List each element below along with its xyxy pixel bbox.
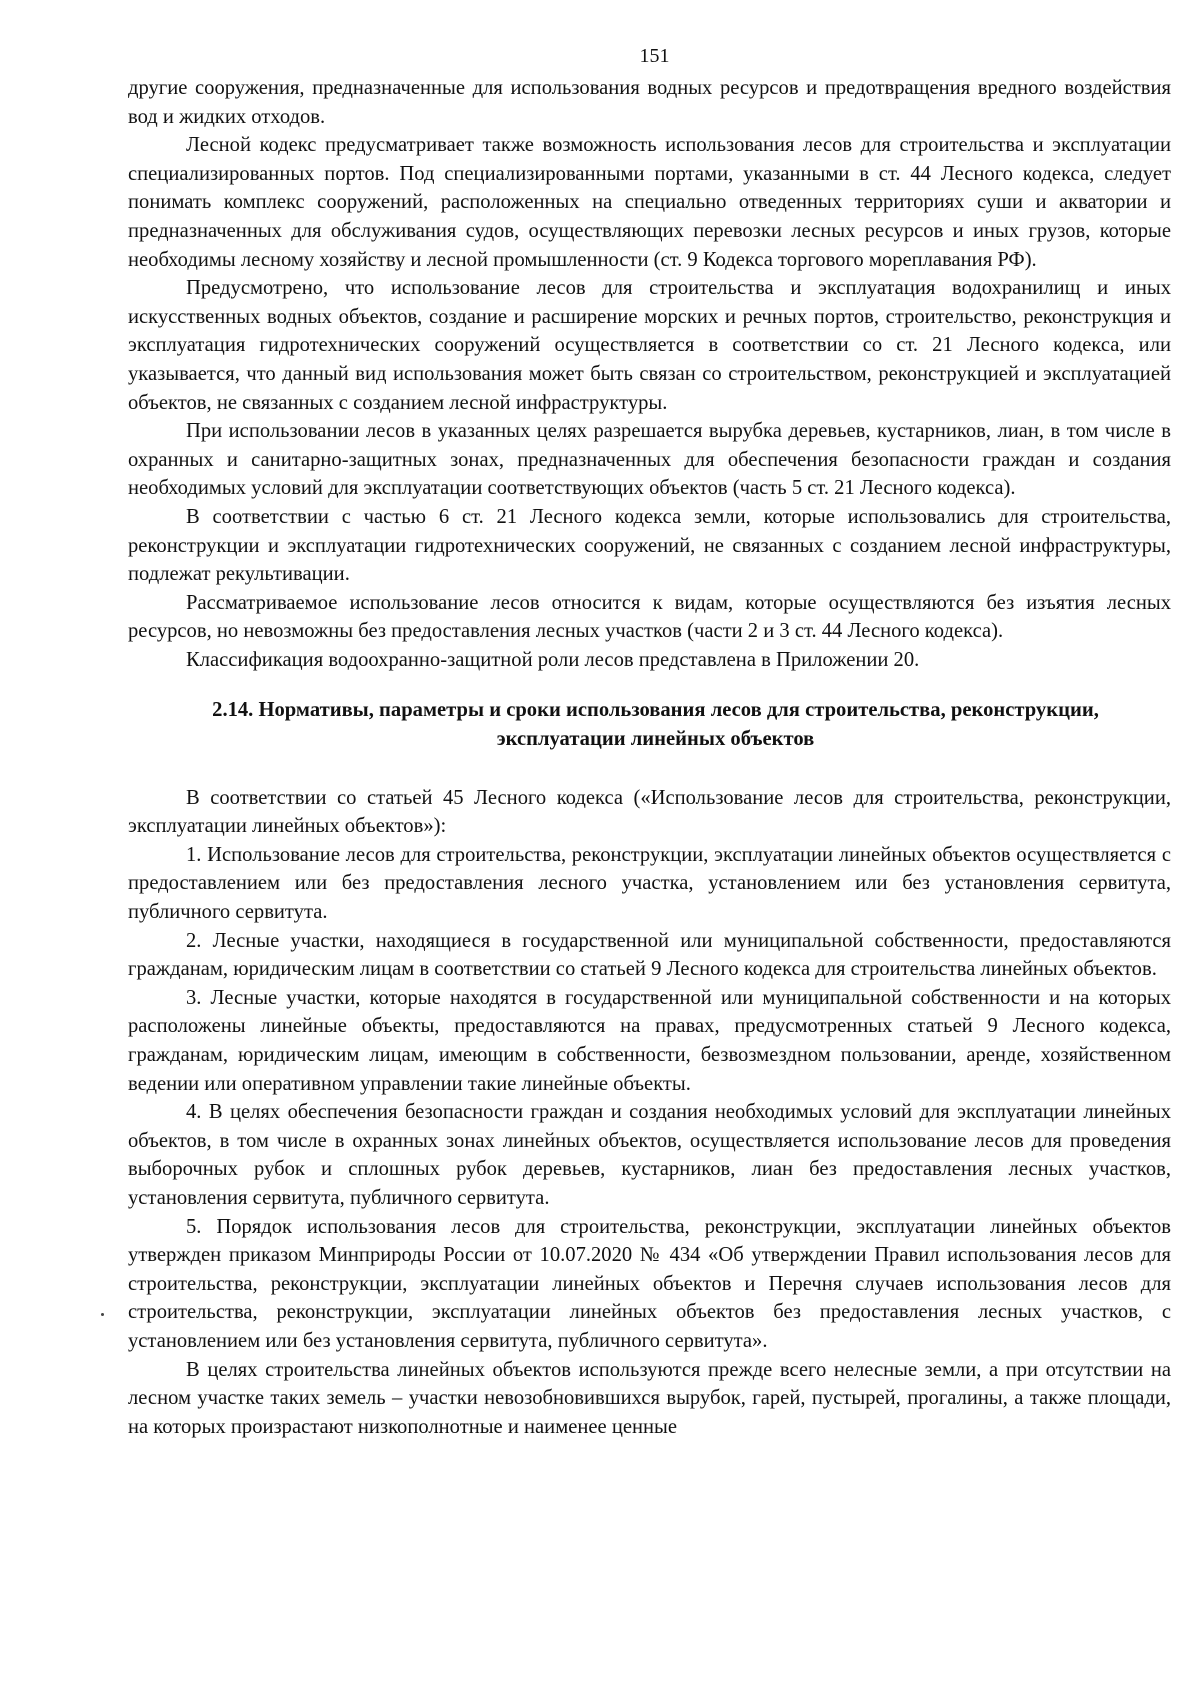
- paragraph: Предусмотрено, что использование лесов для строительства и эксплуатация водохранилищ и иных искусственных водных объектов, создание и расширение морских и речных портов, строительство, реконструкция и эксплуатация гидротехнических сооружений осуществляется в соответствии со ст. 21 Лесного кодекса, или указывается, что данный вид использования может быть связан со строительством, реконструкцией и эксплуатацией объектов, не связанных с созданием лесной инфраструктуры.: [128, 277, 1171, 414]
- paragraph: 4. В целях обеспечения безопасности граждан и создания необходимых условий для эксплуатации линейных объектов, в том числе в охранных зонах линейных объектов, осуществляется использование лесов для проведения выборочных рубок и сплошных рубок деревьев, кустарников, лиан без предоставления лесных участков, установления сервитута, публичного сервитута.: [128, 1101, 1171, 1209]
- paragraph: В соответствии с частью 6 ст. 21 Лесного кодекса земли, которые использовались для строительства, реконструкции и эксплуатации гидротехнических сооружений, не связанных с созданием лесной инфраструктуры, подлежат рекультивации.: [128, 505, 1171, 586]
- paragraph: другие сооружения, предназначенные для использования водных ресурсов и предотвращения вредного воздействия вод и жидких отходов.: [128, 77, 1171, 128]
- paragraph: 3. Лесные участки, которые находятся в государственной или муниципальной собственности и на которых расположены линейные объекты, предоставляются на правах, предусмотренных статьей 9 Лесного кодекса, гражданам, юридическим лицам, имеющим в собственности, безвозмездном пользовании, аренде, хозяйственном ведении или оперативном управлении такие линейные объекты.: [128, 986, 1171, 1095]
- paragraph: Классификация водоохранно-защитной роли лесов представлена в Приложении 20.: [186, 648, 920, 671]
- paragraph: При использовании лесов в указанных целях разрешается вырубка деревьев, кустарников, лиан, в том числе в охранных и санитарно-защитных зонах, предназначенных для обеспечения безопасности граждан и создания необходимых условий для эксплуатации соответствующих объектов (часть 5 ст. 21 Лесного кодекса).: [128, 420, 1171, 500]
- paragraph: 1. Использование лесов для строительства, реконструкции, эксплуатации линейных объектов осуществляется с предоставлением или без предоставления лесного участка, установлением или без установления сервитута, публичного сервитута.: [128, 843, 1171, 924]
- paragraph: В соответствии со статьей 45 Лесного кодекса («Использование лесов для строительства, реконструкции, эксплуатации линейных объектов»):: [128, 786, 1171, 838]
- scan-speck: [101, 1313, 104, 1316]
- paragraph: Лесной кодекс предусматривает также возможность использования лесов для строительства и эксплуатации специализированных портов. Под специализированными портами, указанными в ст. 44 Лесного кодекса, следует понимать комплекс сооружений, расположенных на специально отведенных территориях суши и акватории и предназначенных для обслуживания судов, осуществляющих перевозки лесных ресурсов и иных грузов, которые необходимы лесному хозяйству и лесной промышленности (ст. 9 Кодекса торгового мореплавания РФ).: [128, 134, 1171, 271]
- paragraph: 2. Лесные участки, находящиеся в государственной или муниципальной собственности, предоставляются гражданам, юридическим лицам в соответствии со статьей 9 Лесного кодекса для строительства линейных объектов.: [128, 929, 1171, 981]
- section-heading: 2.14. Нормативы, параметры и сроки использования лесов для строительства, реконструкции, эксплуатации линейных объектов: [212, 699, 1099, 751]
- page-number: 151: [639, 45, 670, 67]
- paragraph: В целях строительства линейных объектов используются прежде всего нелесные земли, а при отсутствии на лесном участке таких земель – участки невозобновившихся вырубок, гарей, пустырей, прогалины, а также площади, на которых произрастают низкополнотные и наименее ценные: [128, 1358, 1171, 1438]
- paragraph: Рассматриваемое использование лесов относится к видам, которые осуществляются без изъятия лесных ресурсов, но невозможны без предоставления лесных участков (части 2 и 3 ст. 44 Лесного кодекса).: [128, 591, 1171, 643]
- document-page: [128, 44, 1171, 1441]
- paragraph: 5. Порядок использования лесов для строительства, реконструкции, эксплуатации линейных объектов утвержден приказом Минприроды России от 10.07.2020 № 434 «Об утверждении Правил использования лесов для строительства, реконструкции, эксплуатации линейных объектов и Перечня случаев использования лесов для строительства, реконструкции, эксплуатации линейных объектов без предоставления лесных участков, с установлением или без установления сервитута, публичного сервитута».: [128, 1215, 1171, 1352]
